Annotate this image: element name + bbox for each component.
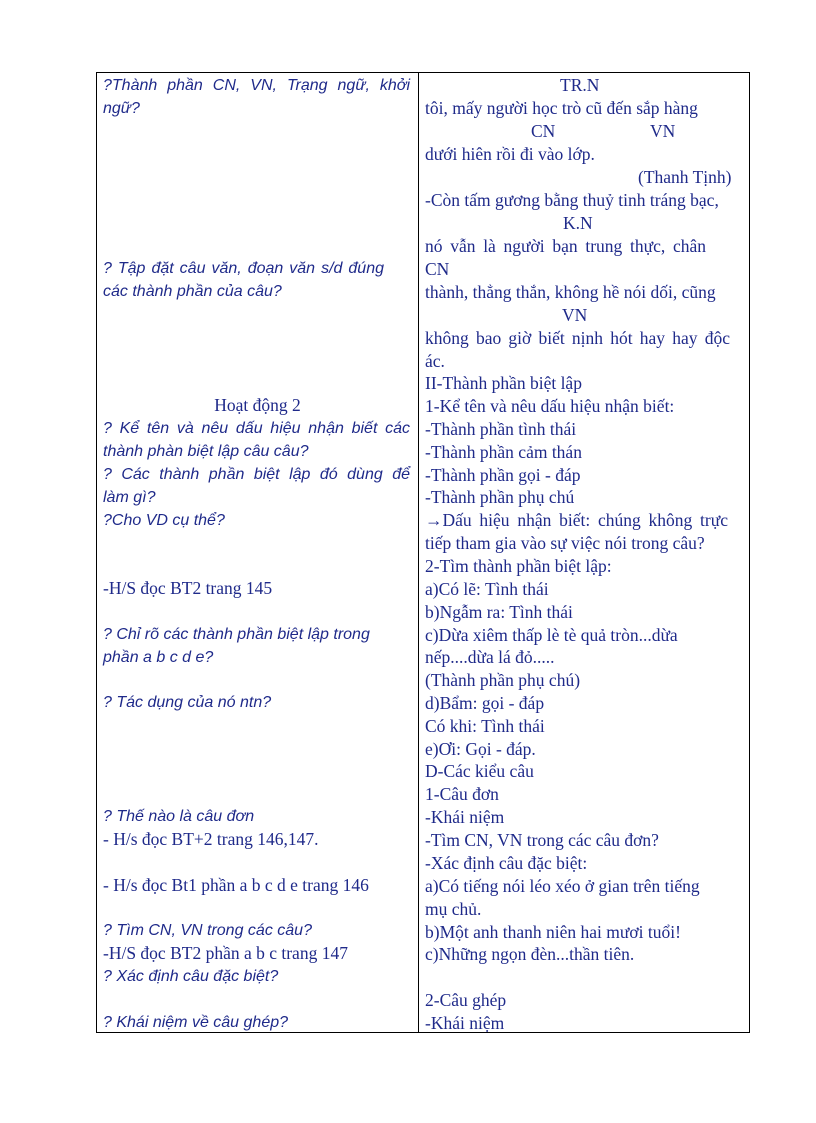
left-line: -H/S đọc BT2 phần a b c trang 147 xyxy=(103,943,348,963)
right-line: thành, thẳng thắn, không hề nói dối, cũng xyxy=(425,282,716,302)
right-line: -Tìm CN, VN trong các câu đơn? xyxy=(425,830,659,850)
right-line: không bao giờ biết nịnh hót hay hay độc xyxy=(425,328,730,348)
content-column xyxy=(419,73,749,1032)
right-line: ác. xyxy=(425,351,445,371)
right-line: 2-Tìm thành phần biệt lập: xyxy=(425,556,612,576)
right-line: e)Ơi: Gọi - đáp. xyxy=(425,739,536,759)
left-line: ? Chỉ rõ các thành phần biệt lập trong xyxy=(103,626,370,643)
section-heading: II-Thành phần biệt lập xyxy=(425,373,582,393)
left-line: ? Các thành phần biệt lập đó dùng để xyxy=(103,466,410,483)
right-line: -Xác định câu đặc biệt: xyxy=(425,853,588,873)
left-line: ? Kể tên và nêu dấu hiệu nhận biết các xyxy=(103,420,410,437)
left-line: làm gì? xyxy=(103,489,156,506)
right-line: a)Có tiếng nói léo xéo ở gian trên tiếng xyxy=(425,876,700,896)
right-line: 1-Câu đơn xyxy=(425,784,499,804)
left-line: - H/s đọc BT+2 trang 146,147. xyxy=(103,829,319,849)
right-line: tiếp tham gia vào sự việc nói trong câu? xyxy=(425,533,705,553)
grammar-label: CN xyxy=(425,259,450,279)
citation: (Thanh Tịnh) xyxy=(638,167,732,187)
left-line: ? Thế nào là câu đơn xyxy=(103,808,255,825)
right-line: nếp....dừa lá đỏ..... xyxy=(425,647,555,667)
grammar-label: VN xyxy=(562,305,588,325)
right-line: tôi, mấy người học trò cũ đến sắp hàng xyxy=(425,98,698,118)
right-line: 2-Câu ghép xyxy=(425,990,507,1010)
right-line: nó vẫn là người bạn trung thực, chân xyxy=(425,236,706,256)
grammar-label: VN xyxy=(650,121,676,141)
left-line: thành phàn biệt lập câu câu? xyxy=(103,443,309,460)
right-line: c)Những ngọn đèn...thần tiên. xyxy=(425,944,635,964)
left-line: ? Tác dụng của nó ntn? xyxy=(103,694,272,711)
right-line: -Thành phần tình thái xyxy=(425,419,577,439)
right-line: -Thành phần gọi - đáp xyxy=(425,465,581,485)
right-line: -Còn tấm gương bằng thuỷ tinh tráng bạc, xyxy=(425,190,719,210)
left-line: ? Tìm CN, VN trong các câu? xyxy=(103,922,312,939)
right-line: a)Có lẽ: Tình thái xyxy=(425,579,549,599)
left-line: các thành phần của câu? xyxy=(103,283,282,300)
right-line: -Thành phần cảm thán xyxy=(425,442,582,462)
left-line: - H/s đọc Bt1 phần a b c d e trang 146 xyxy=(103,875,369,895)
left-line: ? Xác định câu đặc biệt? xyxy=(103,968,279,985)
right-line: mụ chủ. xyxy=(425,899,482,919)
right-line: -Thành phần phụ chú xyxy=(425,487,575,507)
left-line: ?Cho VD cụ thể? xyxy=(103,512,225,529)
right-line: 1-Kể tên và nêu dấu hiệu nhận biết: xyxy=(425,396,675,416)
grammar-label: K.N xyxy=(563,213,593,233)
section-heading: D-Các kiểu câu xyxy=(425,761,534,781)
lesson-table xyxy=(96,72,750,1033)
teacher-questions-column xyxy=(97,73,418,1032)
right-line: -Khái niệm xyxy=(425,1013,505,1033)
right-line: c)Dừa xiêm thấp lè tè quả tròn...dừa xyxy=(425,625,678,645)
right-line: Có khi: Tình thái xyxy=(425,716,545,736)
grammar-label: CN xyxy=(531,121,556,141)
right-line: dưới hiên rồi đi vào lớp. xyxy=(425,144,595,164)
left-line: ?Thành phần CN, VN, Trạng ngữ, khởi xyxy=(103,77,410,94)
left-line: ngữ? xyxy=(103,100,140,117)
right-line: b)Ngẫm ra: Tình thái xyxy=(425,602,573,622)
section-heading: Hoạt động 2 xyxy=(214,395,301,415)
left-line: phần a b c d e? xyxy=(103,649,214,666)
right-line: (Thành phần phụ chú) xyxy=(425,670,581,690)
grammar-label: TR.N xyxy=(560,75,600,95)
right-line: d)Bẩm: gọi - đáp xyxy=(425,693,545,713)
right-line: →Dấu hiệu nhận biết: chúng không trực xyxy=(425,510,728,530)
left-line: ? Tập đặt câu văn, đoạn văn s/d đúng xyxy=(103,260,384,277)
left-line: ? Khái niệm về câu ghép? xyxy=(103,1014,289,1031)
left-line: -H/S đọc BT2 trang 145 xyxy=(103,578,273,598)
right-line: -Khái niệm xyxy=(425,807,505,827)
right-line: b)Một anh thanh niên hai mươi tuổi! xyxy=(425,922,681,942)
